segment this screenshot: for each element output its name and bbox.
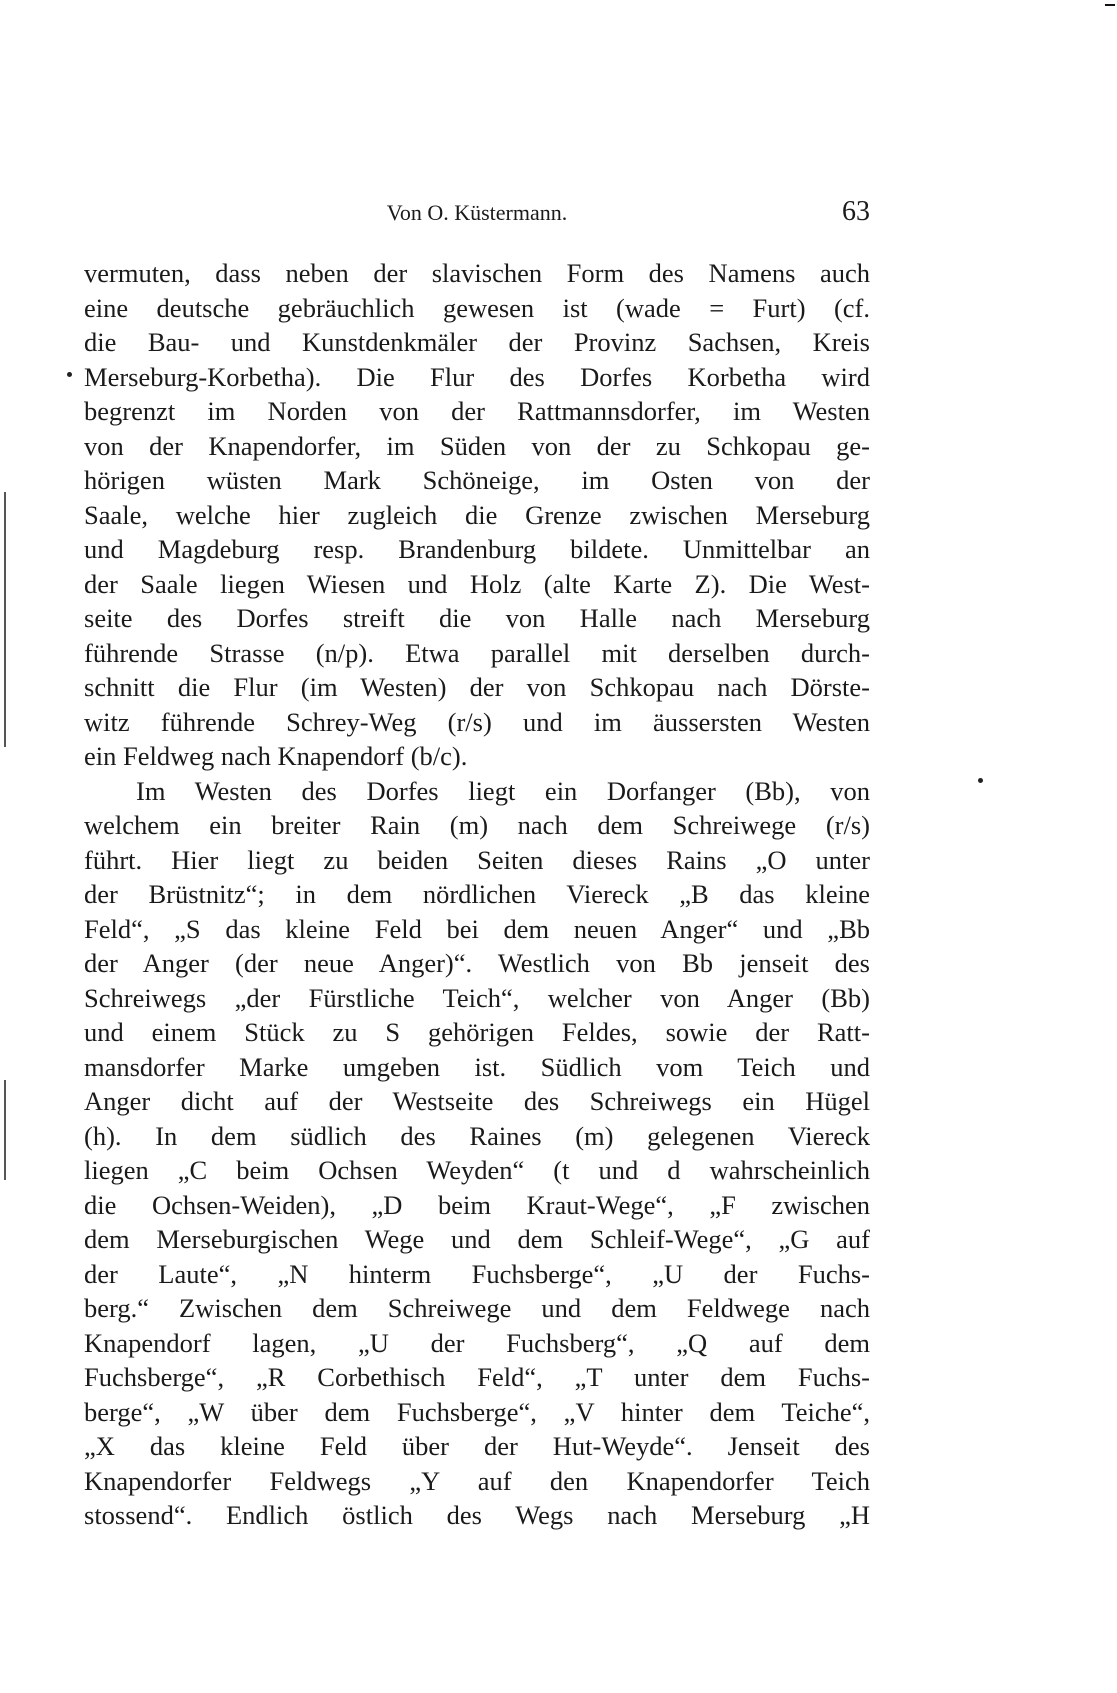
text-line: von der Knapendorfer, im Süden von der zu Schkopau ge-: [84, 430, 870, 461]
text-line: vermuten, dass neben der slavischen Form des Namens auch: [84, 258, 870, 288]
text-line: eine deutsche gebräuchlich gewesen ist (wade = Furt) (cf.: [84, 292, 870, 323]
text-line: führende Strasse (n/p). Etwa parallel mit derselben durch-: [84, 637, 870, 668]
text-line: schnitt die Flur (im Westen) der von Schkopau nach Dörste-: [84, 672, 870, 702]
margin-dot-left: [67, 372, 72, 377]
text-line: die Bau- und Kunstdenkmäler der Provinz Sachsen, Kreis: [84, 327, 870, 357]
body-text: [84, 256, 870, 1533]
text-line: berge“, „W über dem Fuchsberge“, „V hinter dem Teiche“,: [84, 1396, 870, 1427]
text-line: hörigen wüsten Mark Schöneige, im Osten von der: [84, 465, 870, 495]
text-line: (h). In dem südlich des Raines (m) gelegenen Viereck: [84, 1120, 870, 1151]
running-title: Von O. Küstermann.: [386, 200, 568, 225]
page-number: 63: [842, 196, 870, 227]
text-line: der Saale liegen Wiesen und Holz (alte Karte Z). Die West-: [84, 568, 870, 599]
text-line: und einem Stück zu S gehörigen Feldes, sowie der Ratt-: [84, 1017, 870, 1047]
page-header: [84, 198, 870, 228]
text-line: liegen „C beim Ochsen Weyden“ (t und d wahrscheinlich: [84, 1155, 870, 1185]
text-line: führt. Hier liegt zu beiden Seiten dieses Rains „O unter: [84, 844, 870, 875]
text-line: dem Merseburgischen Wege und dem Schleif-Wege“, „G auf: [84, 1224, 870, 1254]
text-line: Schreiwegs „der Fürstliche Teich“, welcher von Anger (Bb): [84, 982, 870, 1013]
text-line: Fuchsberge“, „R Corbethisch Feld“, „T unter dem Fuchs-: [84, 1362, 870, 1392]
text-line: der Laute“, „N hinterm Fuchsberge“, „U der Fuchs-: [84, 1258, 870, 1289]
text-line: die Ochsen-Weiden), „D beim Kraut-Wege“, „F zwischen: [84, 1189, 870, 1220]
text-line: der Anger (der neue Anger)“. Westlich von Bb jenseit des: [84, 948, 870, 978]
text-line: berg.“ Zwischen dem Schreiwege und dem Feldwege nach: [84, 1293, 870, 1323]
text-line: Feld“, „S das kleine Feld bei dem neuen Anger“ und „Bb: [84, 913, 870, 944]
text-line: „X das kleine Feld über der Hut-Weyde“. Jenseit des: [84, 1431, 870, 1461]
page-corner-mark: [1105, 4, 1115, 6]
text-line: begrenzt im Norden von der Rattmannsdorfer, im Westen: [84, 396, 870, 426]
text-line: stossend“. Endlich östlich des Wegs nach Merseburg „H: [84, 1500, 870, 1530]
paragraph-end-line: ein Feldweg nach Knapendorf (b/c).: [84, 741, 468, 771]
paragraph-start-line: Im Westen des Dorfes liegt ein Dorfanger (Bb), von: [136, 775, 870, 806]
text-line: Anger dicht auf der Westseite des Schreiwegs ein Hügel: [84, 1086, 870, 1116]
text-line: witz führende Schrey-Weg (r/s) und im äussersten Westen: [84, 706, 870, 737]
text-line: Saale, welche hier zugleich die Grenze zwischen Merseburg: [84, 499, 870, 530]
margin-rule-lower: [4, 1080, 6, 1180]
text-line: der Brüstnitz“; in dem nördlichen Viereck „B das kleine: [84, 879, 870, 909]
margin-rule-upper: [4, 492, 6, 747]
text-line: und Magdeburg resp. Brandenburg bildete. Unmittelbar an: [84, 534, 870, 564]
text-line: mansdorfer Marke umgeben ist. Südlich vom Teich und: [84, 1051, 870, 1082]
text-line: Merseburg-Korbetha). Die Flur des Dorfes Korbetha wird: [84, 361, 870, 392]
text-line: Knapendorf lagen, „U der Fuchsberg“, „Q auf dem: [84, 1327, 870, 1358]
text-line: Knapendorfer Feldwegs „Y auf den Knapendorfer Teich: [84, 1465, 870, 1496]
text-line: welchem ein breiter Rain (m) nach dem Schreiwege (r/s): [84, 810, 870, 840]
margin-dot-right: [978, 778, 983, 783]
text-line: seite des Dorfes streift die von Halle nach Merseburg: [84, 603, 870, 633]
